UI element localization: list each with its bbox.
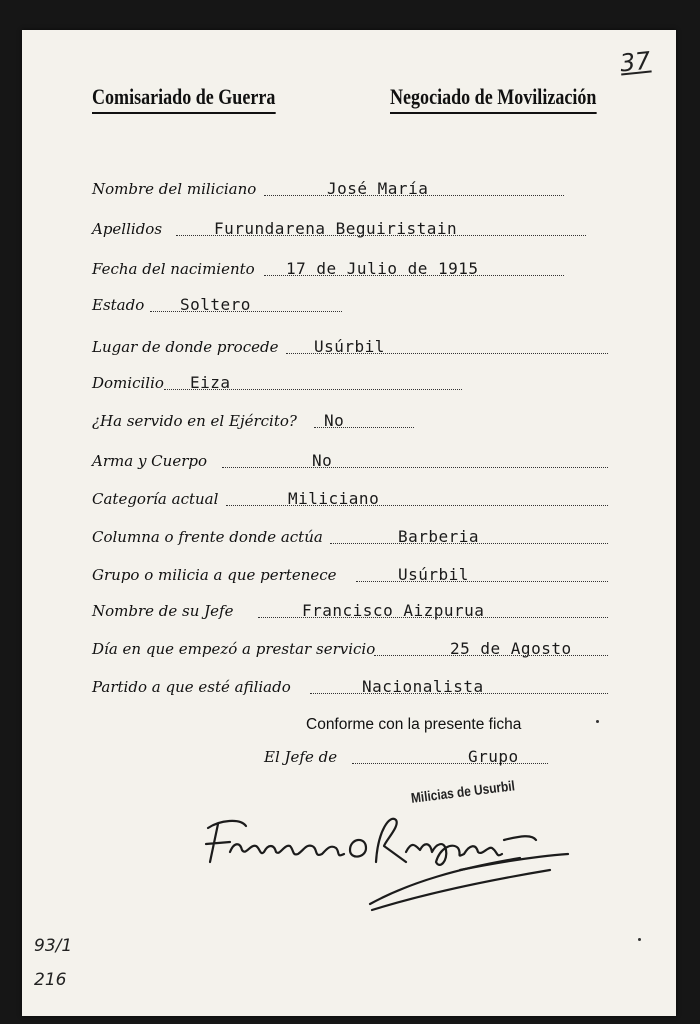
- field-value: No: [324, 411, 345, 430]
- field-estado: [92, 292, 392, 316]
- field-value: Barberia: [398, 527, 480, 546]
- field-label: Estado: [92, 296, 145, 314]
- field-grupo: [92, 562, 632, 586]
- field-domicilio: [92, 370, 512, 394]
- field-label: Grupo o milicia a que pertenece: [92, 566, 337, 584]
- field-value: Grupo: [468, 747, 519, 766]
- speck-mark: [596, 720, 599, 723]
- field-label: Fecha del nacimiento: [92, 260, 255, 278]
- field-value: Usúrbil: [398, 565, 469, 584]
- field-label: Lugar de donde procede: [92, 338, 279, 356]
- field-dia: [92, 636, 632, 660]
- field-fecha: [92, 256, 612, 280]
- field-nombre: [92, 176, 572, 200]
- field-label: Domicilio: [92, 374, 164, 392]
- speck-mark: [638, 938, 641, 941]
- dotted-line: [222, 467, 608, 468]
- field-label: Nombre de su Jefe: [92, 602, 234, 620]
- field-apellidos: [92, 216, 612, 240]
- field-jefe: [92, 598, 632, 622]
- field-value: Soltero: [180, 295, 251, 314]
- field-servido: [92, 408, 452, 432]
- field-label: Día en que empezó a prestar servicio: [92, 640, 376, 658]
- field-value: 25 de Agosto: [450, 639, 572, 658]
- field-label: Columna o frente donde actúa: [92, 528, 323, 546]
- field-value: Miliciano: [288, 489, 380, 508]
- field-value: José María: [327, 179, 429, 198]
- field-value: Furundarena Beguiristain: [214, 219, 458, 238]
- field-value: Usúrbil: [314, 337, 385, 356]
- record-card: [22, 30, 676, 1016]
- field-value: Nacionalista: [362, 677, 484, 696]
- header-comisariado: Comisariado de Guerra: [92, 84, 275, 114]
- dotted-line: [356, 581, 608, 582]
- field-label: Arma y Cuerpo: [92, 452, 207, 470]
- stamp-milicias: Milicias de Usurbil: [410, 777, 516, 806]
- field-jefe-de: [264, 744, 564, 768]
- field-value: Eiza: [190, 373, 231, 392]
- field-value: 17 de Julio de 1915: [286, 259, 479, 278]
- field-categoria: [92, 486, 632, 510]
- corner-number: 37: [618, 46, 652, 78]
- field-label: El Jefe de: [264, 748, 338, 766]
- handwritten-note-2: 216: [34, 970, 67, 990]
- field-label: ¿Ha servido en el Ejército?: [92, 412, 297, 430]
- dotted-line: [226, 505, 608, 506]
- field-label: Categoría actual: [92, 490, 219, 508]
- handwritten-note-1: 93/1: [34, 936, 73, 956]
- field-partido: [92, 674, 632, 698]
- field-label: Apellidos: [92, 220, 163, 238]
- field-lugar: [92, 334, 632, 358]
- signature-image: [200, 800, 580, 930]
- conforme-text: Conforme con la presente ficha: [306, 716, 522, 733]
- field-value: No: [312, 451, 333, 470]
- field-label: Partido a que esté afiliado: [92, 678, 291, 696]
- field-value: Francisco Aizpurua: [302, 601, 485, 620]
- field-columna: [92, 524, 632, 548]
- field-arma: [92, 448, 632, 472]
- header-negociado: Negociado de Movilización: [390, 84, 596, 114]
- field-label: Nombre del miliciano: [92, 180, 257, 198]
